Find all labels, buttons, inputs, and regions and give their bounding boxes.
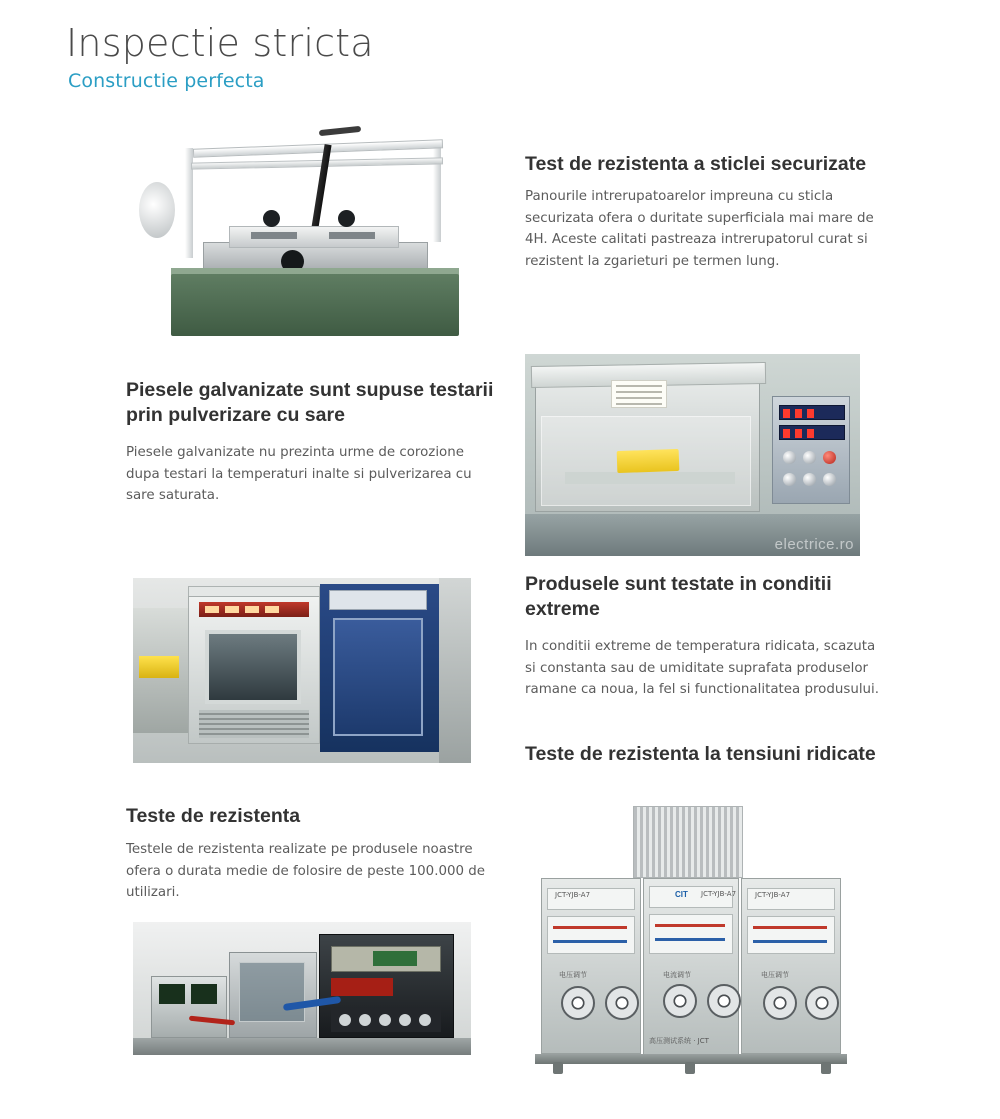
page-header xyxy=(66,22,374,92)
rig-knob-row xyxy=(331,1008,441,1032)
section-salt-spray xyxy=(126,378,494,507)
bench-right-indicator-strip xyxy=(753,926,827,929)
bench-model-label: JCT-YJB-A7 xyxy=(701,890,737,898)
tester-upper-arm xyxy=(193,139,443,158)
page-subtitle: Constructie perfecta xyxy=(68,69,265,92)
tester-lower-arm xyxy=(191,157,443,169)
section-endurance xyxy=(126,804,494,904)
section-high-voltage-title: Teste de rezistenta la tensiuni ridicate xyxy=(525,743,876,765)
lab-right-equipment xyxy=(439,578,471,763)
tester-knob-2 xyxy=(338,210,355,227)
section-extreme-conditions xyxy=(525,572,887,701)
bench-handwheel-4[interactable] xyxy=(707,984,741,1018)
rig-left-display-1 xyxy=(159,984,185,1004)
bench-handwheel-1[interactable] xyxy=(561,986,595,1020)
bench-left-model-label: JCT-YJB-A7 xyxy=(555,891,591,899)
bench-center-indicator-strip xyxy=(655,924,725,927)
bench-left-indicator-strip xyxy=(553,926,627,929)
chamber-tray xyxy=(565,472,735,484)
bench-center-meter-panel xyxy=(649,914,733,954)
chamber-button-5[interactable] xyxy=(803,473,816,486)
bench-left-scale-strip xyxy=(553,940,627,943)
chamber-label xyxy=(611,380,667,408)
bench-caster-right xyxy=(821,1062,831,1074)
rig-left-display-2 xyxy=(191,984,217,1004)
section-endurance-title: Teste de rezistenta xyxy=(126,805,301,827)
bench-cable-bundle xyxy=(633,806,743,878)
image-endurance-test-rig xyxy=(133,922,471,1055)
rig-bench-surface xyxy=(133,1038,471,1055)
chamber-button-stop[interactable] xyxy=(823,451,836,464)
bench-handwheel-2[interactable] xyxy=(605,986,639,1020)
bench-center-dial-label: 电流调节 xyxy=(663,971,691,979)
blue-chamber-door xyxy=(333,618,423,736)
bench-right-scale-strip xyxy=(753,940,827,943)
bench-handwheel-3[interactable] xyxy=(663,984,697,1018)
bench-left-dial-label: 电压调节 xyxy=(559,971,587,979)
section-salt-spray-body: Piesele galvanizate nu prezinta urme de corozione dupa testari la temperaturi inalte si pulverizarea cu sare saturata. xyxy=(126,444,472,504)
chamber-button-4[interactable] xyxy=(783,473,796,486)
chamber-yellow-sample xyxy=(617,449,680,473)
bench-center-scale-strip xyxy=(655,938,725,941)
image-salt-spray-chamber xyxy=(525,354,860,556)
chamber-display-bottom xyxy=(779,425,845,440)
section-glass-test-body: Panourile intrerupatoarelor impreuna cu sticla securizata ofera o duritate superficiala mai mare de 4H. Aceste calitati pastreaza intrerupatorul curat si rezistent la zgarieturi pe termen lung. xyxy=(525,188,874,270)
lab-yellow-container xyxy=(139,656,179,678)
blue-chamber-panel xyxy=(329,590,427,610)
bench-left-meter-panel xyxy=(547,916,635,954)
chamber-display-top xyxy=(779,405,845,420)
tester-slot-left xyxy=(251,232,297,239)
bench-right-dial-label: 电压调节 xyxy=(761,971,789,979)
chamber-control-panel xyxy=(772,396,850,504)
climate-unit-grille xyxy=(199,710,309,738)
section-extreme-conditions-body: In conditii extreme de temperatura ridicata, scazuta si constanta sau de umiditate suprafata produselor ramane ca noua, la fel si functionalitatea produsului. xyxy=(525,638,880,698)
section-glass-test xyxy=(525,152,881,273)
bench-caster-left xyxy=(553,1062,563,1074)
tester-weight-disc xyxy=(139,182,175,238)
tester-handle xyxy=(319,126,361,136)
chamber-button-1[interactable] xyxy=(783,451,796,464)
climate-unit-display xyxy=(199,602,309,617)
bench-handwheel-6[interactable] xyxy=(805,986,839,1020)
section-extreme-conditions-title: Produsele sunt testate in conditii extreme xyxy=(525,573,832,620)
tester-slot-right xyxy=(329,232,375,239)
bench-handwheel-5[interactable] xyxy=(763,986,797,1020)
climate-unit-window xyxy=(205,630,301,704)
image-high-voltage-test-bench xyxy=(525,800,860,1075)
bench-right-meter-panel xyxy=(747,916,835,954)
section-high-voltage xyxy=(525,742,887,776)
rig-warning-label xyxy=(331,978,393,996)
rig-sample-window xyxy=(239,962,305,1022)
section-endurance-body: Testele de rezistenta realizate pe produsele noastre ofera o durata medie de folosire de peste 100.000 de utilizari. xyxy=(126,841,486,901)
chamber-button-6[interactable] xyxy=(823,473,836,486)
bench-right-model-label: JCT-YJB-A7 xyxy=(755,891,791,899)
tester-knob-1 xyxy=(263,210,280,227)
tester-table xyxy=(171,274,459,336)
image-scratch-hardness-tester xyxy=(133,122,498,354)
page-title: Inspectie stricta xyxy=(66,21,374,65)
watermark-text: electrice.ro xyxy=(774,536,854,553)
section-salt-spray-title: Piesele galvanizate sunt supuse testarii prin pulverizare cu sare xyxy=(126,379,494,426)
image-climate-test-chamber xyxy=(133,578,471,763)
rig-counter-display xyxy=(373,951,417,966)
bench-brand-logo: CIT xyxy=(675,890,688,899)
chamber-button-2[interactable] xyxy=(803,451,816,464)
bench-footer-label: 高压测试系统 · JCT xyxy=(649,1037,709,1045)
bench-caster-center xyxy=(685,1062,695,1074)
section-glass-test-title: Test de rezistenta a sticlei securizate xyxy=(525,153,867,175)
